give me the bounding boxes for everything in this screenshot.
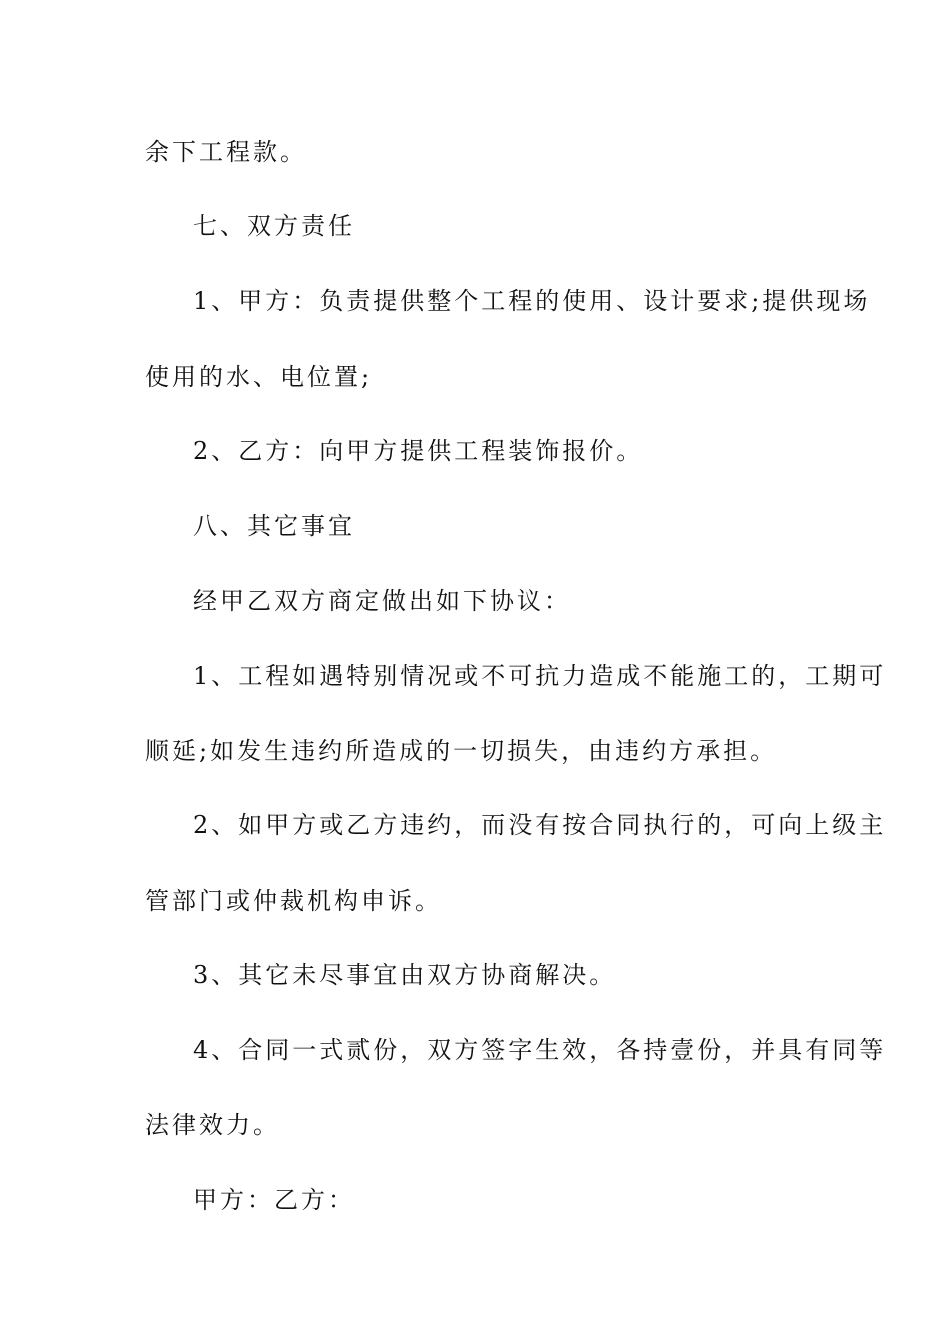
paragraph-line: 1、甲方：负责提供整个工程的使用、设计要求;提供现场 [193,287,871,315]
paragraph-line: 法律效力。 [145,1111,280,1139]
paragraph-line: 1、工程如遇特别情况或不可抗力造成不能施工的，工期可 [193,662,887,690]
section-heading-responsibilities: 七、双方责任 [193,212,355,240]
paragraph-line: 使用的水、电位置; [145,363,373,391]
paragraph-line: 管部门或仲裁机构申诉。 [145,887,442,915]
paragraph-line: 2、如甲方或乙方违约，而没有按合同执行的，可向上级主 [193,811,887,839]
paragraph-line: 经甲乙双方商定做出如下协议： [193,587,571,615]
paragraph-line: 3、其它未尽事宜由双方协商解决。 [193,961,617,989]
paragraph-line: 顺延;如发生违约所造成的一切损失，由违约方承担。 [145,737,778,765]
paragraph-line: 余下工程款。 [145,138,307,166]
paragraph-line: 4、合同一式贰份，双方签字生效，各持壹份，并具有同等 [193,1036,887,1064]
signature-line: 甲方：乙方： [193,1186,355,1214]
section-heading-other-matters: 八、其它事宜 [193,512,355,540]
paragraph-line: 2、乙方：向甲方提供工程装饰报价。 [193,437,644,465]
